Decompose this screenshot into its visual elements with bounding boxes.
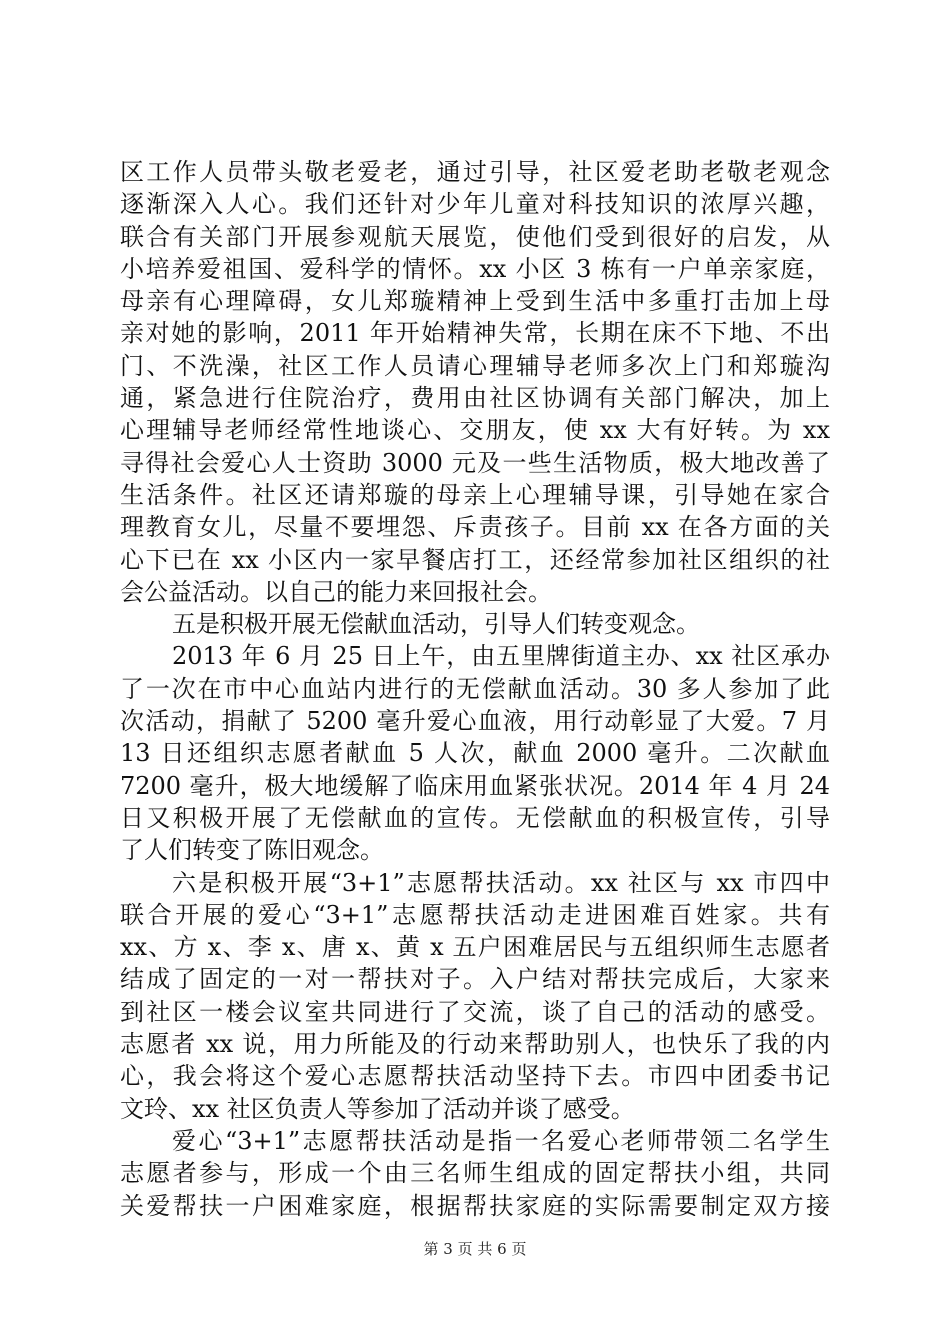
text-line: 了人们转变了陈旧观念。 [120, 836, 384, 865]
page-footer [0, 1239, 950, 1259]
text-line: 逐渐深入人心。我们还针对少年儿童对科技知识的浓厚兴趣， [120, 190, 830, 219]
text-line: 通，紧急进行住院治疗，费用由社区协调有关部门解决，加上 [120, 384, 830, 413]
text-line: 到社区一楼会议室共同进行了交流，谈了自己的活动的感受。 [120, 997, 830, 1026]
text-line: 关爱帮扶一户困难家庭，根据帮扶家庭的实际需要制定双方接 [120, 1191, 830, 1220]
text-line: 理教育女儿，尽量不要埋怨、斥责孩子。目前 xx 在各方面的关 [120, 513, 830, 542]
text-line: 寻得社会爱心人士资助 3000 元及一些生活物质，极大地改善了 [120, 448, 830, 477]
text-line: 文玲、xx 社区负责人等参加了活动并谈了感受。 [120, 1094, 635, 1123]
text-line: 区工作人员带头敬老爱老，通过引导，社区爱老助老敬老观念 [120, 158, 830, 186]
text-line: 生活条件。社区还请郑璇的母亲上心理辅导课，引导她在家合 [120, 480, 830, 509]
text-line: 心，我会将这个爱心志愿帮扶活动坚持下去。市四中团委书记 [120, 1062, 830, 1091]
text-line: 日又积极开展了无偿献血的宣传。无偿献血的积极宣传，引导 [120, 803, 830, 832]
text-line: 亲对她的影响，2011 年开始精神失常，长期在床不下地、不出 [120, 319, 830, 348]
text-line: 13 日还组织志愿者献血 5 人次，献血 2000 毫升。二次献血 [120, 739, 830, 768]
text-line: 母亲有心理障碍，女儿郑璇精神上受到生活中多重打击加上母 [120, 287, 830, 316]
text-line: 志愿者 xx 说，用力所能及的行动来帮助别人，也快乐了我的内 [120, 1030, 830, 1059]
text-line: 7200 毫升，极大地缓解了临床用血紧张状况。2014 年 4 月 24 [120, 771, 830, 800]
paragraph [120, 608, 830, 640]
text-line: 志愿者参与，形成一个由三名师生组成的固定帮扶小组，共同 [120, 1159, 830, 1188]
text-line: 联合有关部门开展参观航天展览，使他们受到很好的启发，从 [120, 222, 830, 251]
text-line: 了一次在市中心血站内进行的无偿献血活动。30 多人参加了此 [120, 674, 830, 703]
text-line: 联合开展的爱心“3+1”志愿帮扶活动走进困难百姓家。共有 [120, 900, 830, 929]
paragraph [120, 867, 830, 1125]
text-line: 心下已在 xx 小区内一家早餐店打工，还经常参加社区组织的社 [120, 545, 830, 574]
text-line: 爱心“3+1”志愿帮扶活动是指一名爱心老师带领二名学生 [172, 1126, 830, 1155]
document-body [120, 156, 830, 1222]
text-line: 心理辅导老师经常性地谈心、交朋友，使 xx 大有好转。为 xx [120, 416, 830, 445]
paragraph [120, 156, 830, 608]
text-line: 小培养爱祖国、爱科学的情怀。xx 小区 3 栋有一户单亲家庭， [120, 254, 830, 283]
text-line: 结成了固定的一对一帮扶对子。入户结对帮扶完成后，大家来 [120, 965, 830, 994]
text-line: 六是积极开展“3+1”志愿帮扶活动。xx 社区与 xx 市四中 [172, 868, 830, 897]
text-line: xx、方 x、李 x、唐 x、黄 x 五户困难居民与五组织师生志愿者 [120, 933, 830, 962]
paragraph [120, 1125, 830, 1222]
text-line: 门、不洗澡，社区工作人员请心理辅导老师多次上门和郑璇沟 [120, 351, 830, 380]
text-line: 次活动，捐献了 5200 毫升爱心血液，用行动彰显了大爱。7 月 [120, 707, 830, 736]
text-line: 2013 年 6 月 25 日上午，由五里牌街道主办、xx 社区承办 [172, 642, 830, 671]
text-line: 五是积极开展无偿献血活动，引导人们转变观念。 [172, 610, 700, 639]
text-line: 会公益活动。以自己的能力来回报社会。 [120, 577, 552, 606]
page-number-label: 第 3 页 共 6 页 [423, 1240, 527, 1258]
paragraph [120, 640, 830, 866]
